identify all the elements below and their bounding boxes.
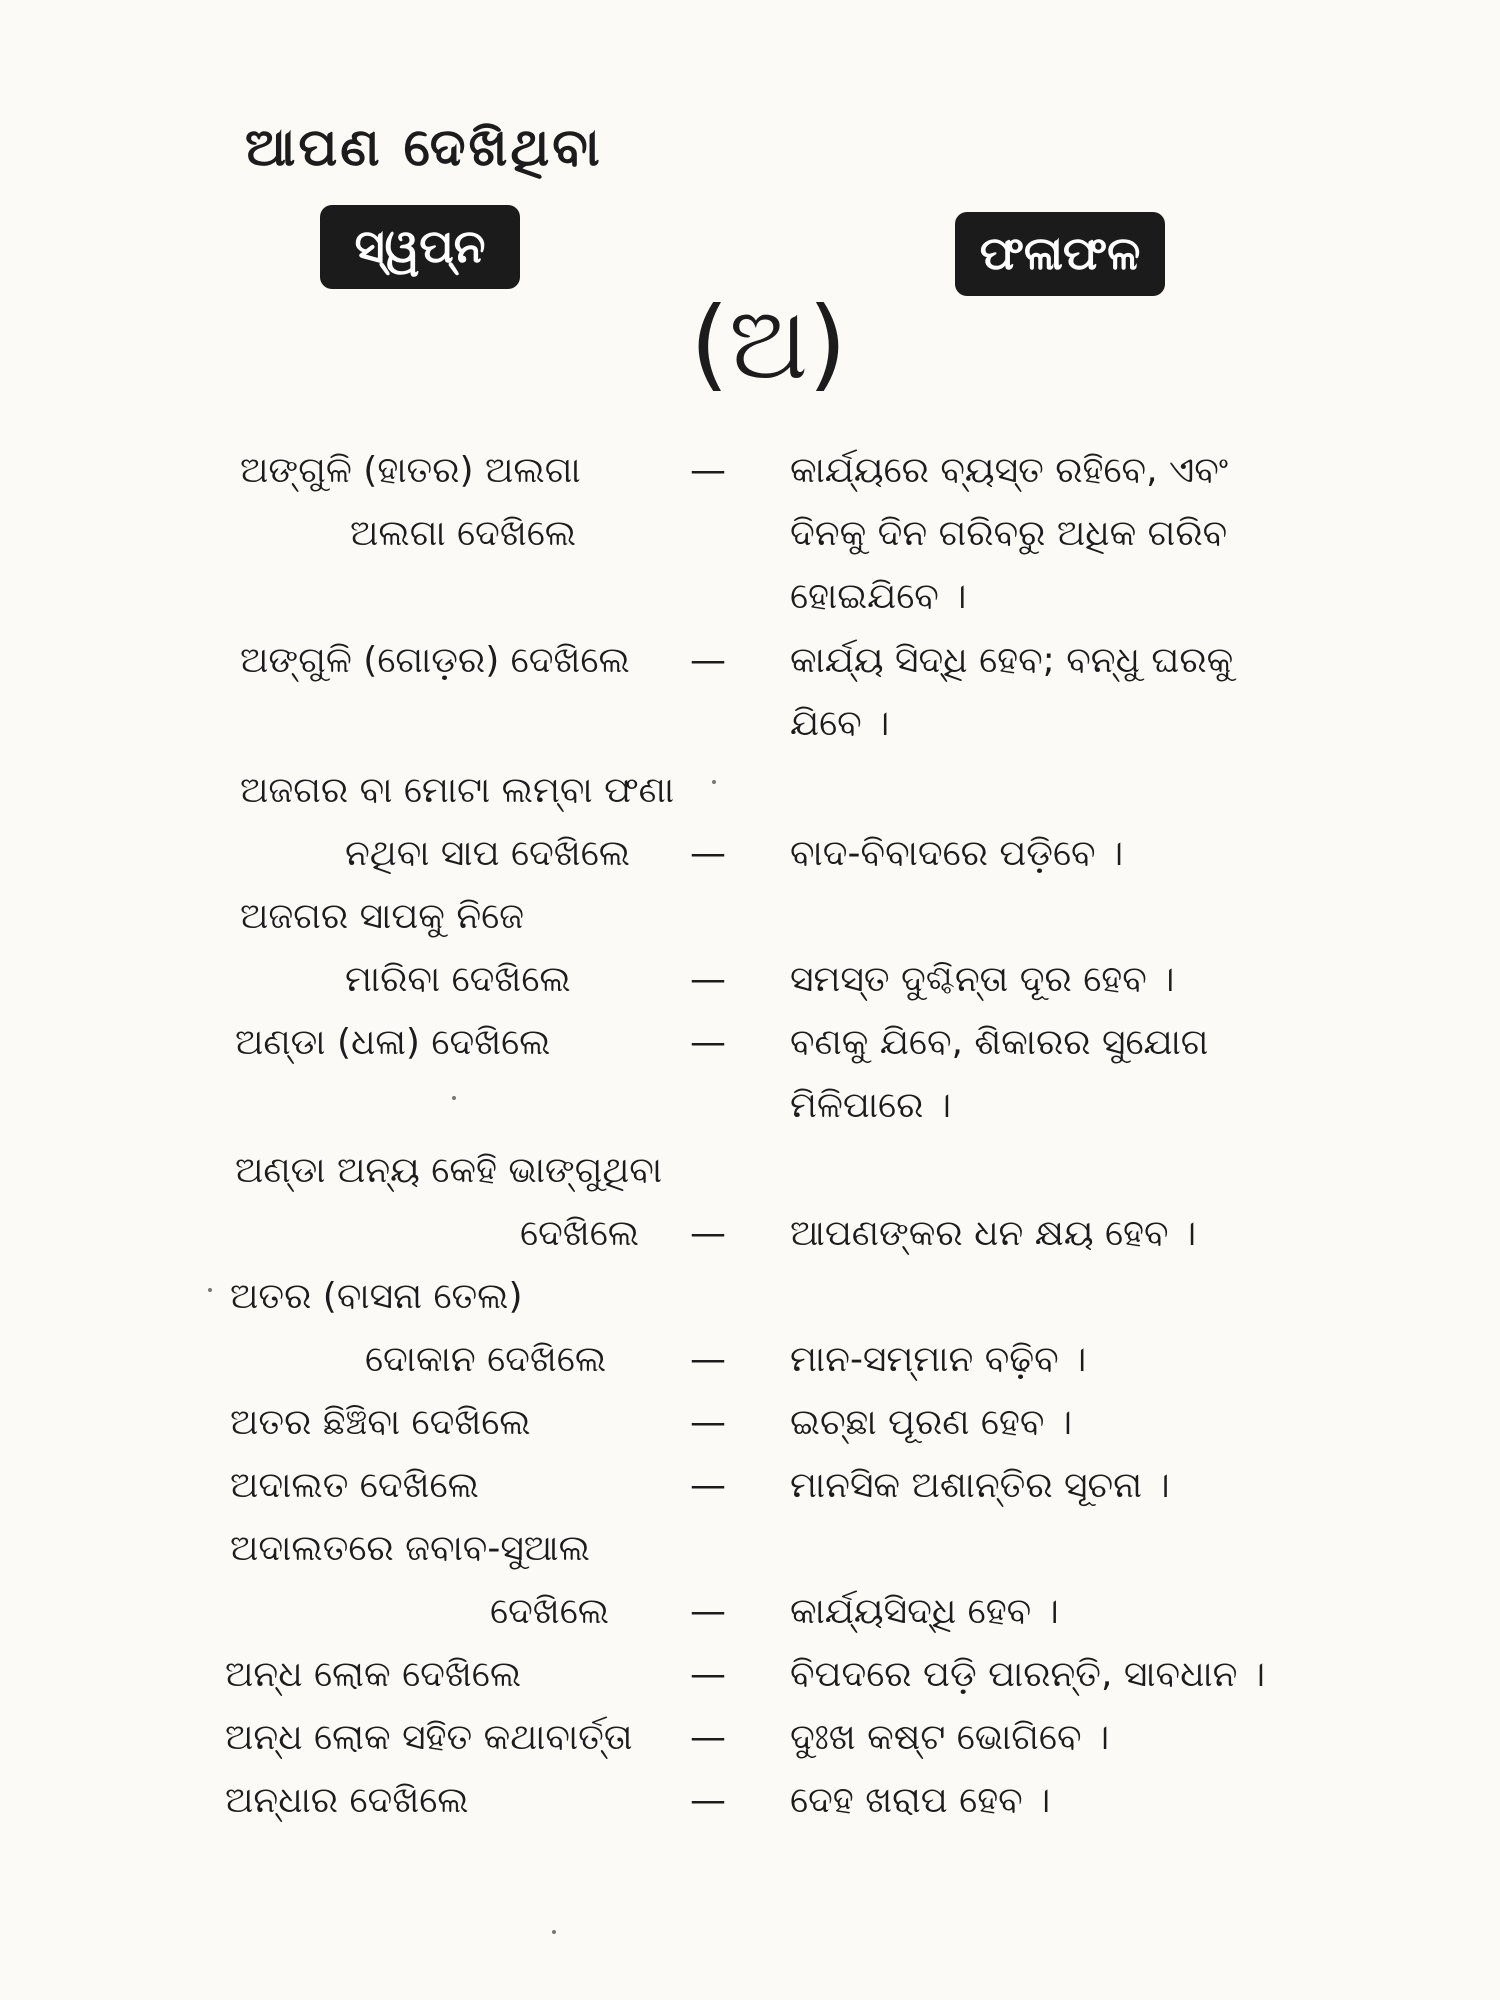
result-text: କାର୍ଯ୍ୟ ସିଦ୍ଧି ହେବ; ବନ୍ଧୁ ଘରକୁ [790,640,1234,681]
print-speck [452,1096,456,1100]
separator-dash: — [690,1465,726,1506]
print-speck [712,780,716,784]
dream-text: ଅଜଗର ସାପକୁ ନିଜେ [240,896,525,937]
dream-text-continued: ଦେଖିଲେ [490,1591,610,1632]
page-title: ଆପଣ ଦେଖିଥିବା [245,118,603,178]
result-text: ଇଚ୍ଛା ପୂରଣ ହେବ । [790,1402,1073,1443]
separator-dash: — [690,1591,726,1632]
dream-text: ଅଣ୍ଡା (ଧଳା) ଦେଖିଲେ [235,1022,551,1063]
result-text: ସମସ୍ତ ଦୁଶ୍ଚିନ୍ତା ଦୂର ହେବ । [790,959,1175,1000]
result-text: ମାନସିକ ଅଶାନ୍ତିର ସୂଚନା । [790,1465,1170,1506]
separator-dash: — [690,1339,726,1380]
separator-dash: — [690,1213,726,1254]
result-text-continued: ମିଳିପାରେ । [790,1085,952,1126]
dream-text: ଅତର ଛିଞ୍ଚିବା ଦେଖିଲେ [230,1402,531,1443]
dream-text-continued: ମାରିବା ଦେଖିଲେ [345,959,571,1000]
result-text-continued: ଯିବେ । [790,703,890,744]
result-text: ଆପଣଙ୍କର ଧନ କ୍ଷୟ ହେବ । [790,1213,1197,1254]
dream-text-continued: ଦୋକାନ ଦେଖିଲେ [365,1339,607,1380]
separator-dash: — [690,833,726,874]
result-text: କାର୍ଯ୍ୟସିଦ୍ଧି ହେବ । [790,1591,1059,1632]
separator-dash: — [690,450,726,491]
dream-text: ଅଦାଲତ ଦେଖିଲେ [230,1465,479,1506]
dream-text: ଅଙ୍ଗୁଳି (ଗୋଡ଼ର) ଦେଖିଲେ [240,640,630,681]
dream-text: ଅନ୍ଧାର ଦେଖିଲେ [225,1780,469,1821]
print-speck [208,1288,212,1292]
separator-dash: — [690,1022,726,1063]
result-text-continued: ଦିନକୁ ଦିନ ଗରିବରୁ ଅଧିକ ଗରିବ [790,513,1228,554]
letter-heading: (ଅ) [690,285,847,402]
result-text: ବଣକୁ ଯିବେ, ଶିକାରର ସୁଯୋଗ [790,1022,1209,1063]
separator-dash: — [690,1780,726,1821]
separator-dash: — [690,1717,726,1758]
dream-column-label: ସ୍ୱପ୍ନ [320,205,520,289]
print-speck [552,1930,556,1934]
result-text: ଦେହ ଖରାପ ହେବ । [790,1780,1051,1821]
result-text-continued: ହୋଇଯିବେ । [790,576,967,617]
dream-text: ଅଦାଲତରେ ଜବାବ-ସୁଆଲ [230,1528,590,1569]
separator-dash: — [690,1654,726,1695]
dream-text: ଅନ୍ଧ ଲୋକ ସହିତ କଥାବାର୍ତ୍ତା [225,1717,633,1758]
dream-text-continued: ନଥିବା ସାପ ଦେଖିଲେ [345,833,631,874]
separator-dash: — [690,640,726,681]
dream-text: ଅଣ୍ଡା ଅନ୍ୟ କେହି ଭାଙ୍ଗୁଥିବା [235,1150,663,1191]
result-text: ମାନ-ସମ୍ମାନ ବଢ଼ିବ । [790,1339,1087,1380]
dream-text: ଅତର (ବାସନା ତେଲ) [230,1276,523,1317]
separator-dash: — [690,959,726,1000]
dream-text: ଅଙ୍ଗୁଳି (ହାତର) ଅଲଗା [240,450,581,491]
result-column-label: ଫଳାଫଳ [955,212,1165,296]
dream-text-continued: ଅଲଗା ଦେଖିଲେ [350,513,577,554]
result-text: ବିପଦରେ ପଡ଼ି ପାରନ୍ତି, ସାବଧାନ । [790,1654,1266,1695]
dream-text: ଅନ୍ଧ ଲୋକ ଦେଖିଲେ [225,1654,522,1695]
result-text: କାର୍ଯ୍ୟରେ ବ୍ୟସ୍ତ ରହିବେ, ଏବଂ [790,450,1229,491]
separator-dash: — [690,1402,726,1443]
result-text: ଦୁଃଖ କଷ୍ଟ ଭୋଗିବେ । [790,1717,1110,1758]
dream-text: ଅଜଗର ବା ମୋଟା ଲମ୍ବା ଫଣା [240,770,675,811]
result-text: ବାଦ-ବିବାଦରେ ପଡ଼ିବେ । [790,833,1124,874]
dream-text-continued: ଦେଖିଲେ [520,1213,640,1254]
